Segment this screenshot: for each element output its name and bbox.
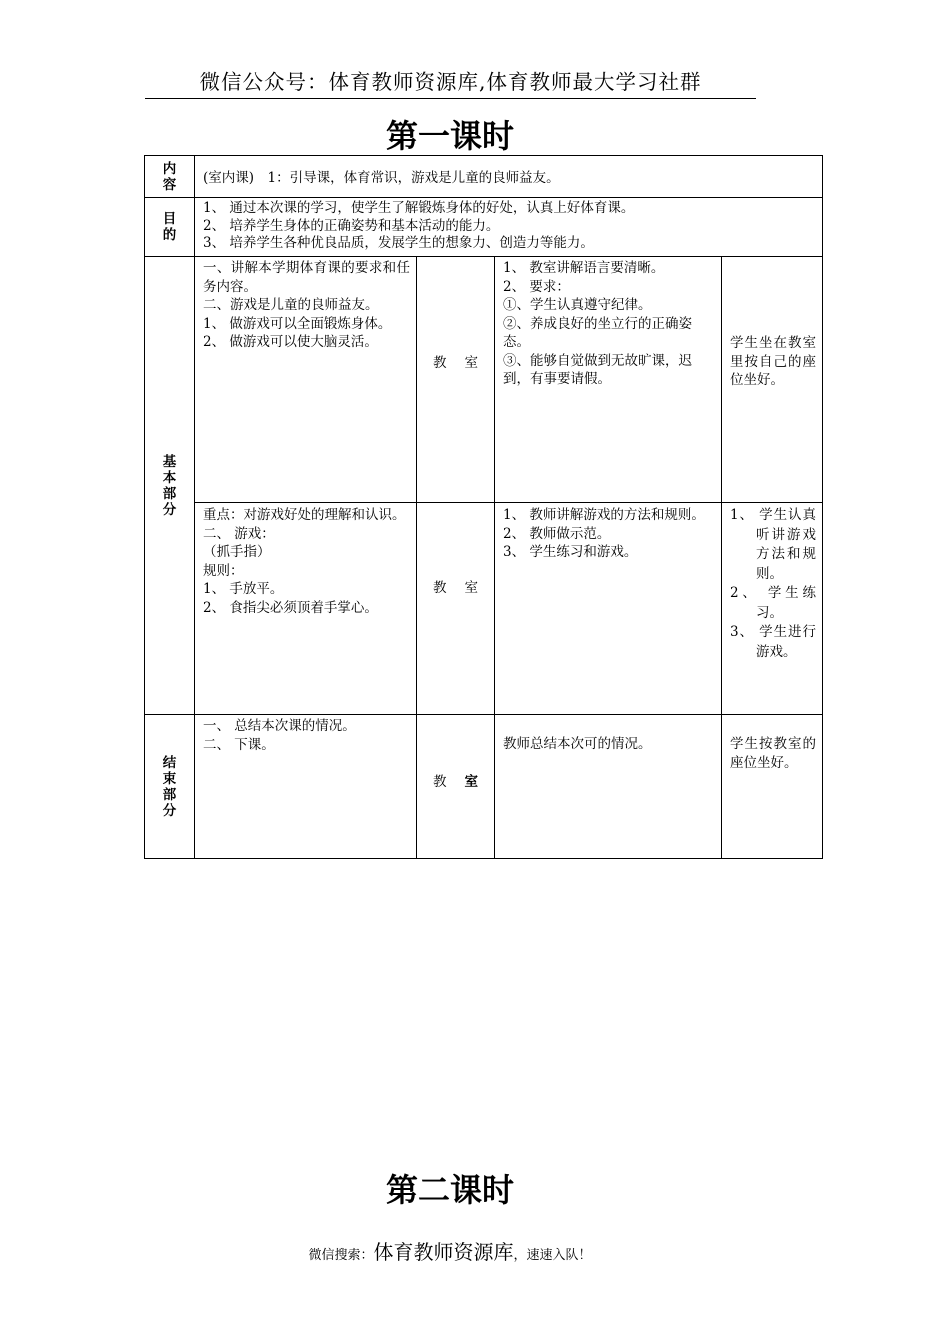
- lesson-plan-table: [144, 155, 823, 859]
- purpose-item: 1、 通过本次课的学习，使学生了解锻炼身体的好处，认真上好体育课。: [203, 200, 635, 216]
- ending-place: 教 室: [417, 715, 495, 859]
- basic-label: 基 本 部 分: [145, 257, 195, 715]
- basic2-place: 教 室: [417, 503, 495, 715]
- purpose-list: [195, 198, 823, 257]
- purpose-item: 3、 培养学生各种优良品质，发展学生的想象力、创造力等能力。: [203, 235, 594, 251]
- header-banner: 微信公众号：体育教师资源库,体育教师最大学习社群: [199, 70, 702, 94]
- content-row: [145, 156, 823, 198]
- basic1-student: 学生坐在教室里按自己的座位坐好。: [722, 257, 823, 503]
- content-text: (室内课) 1：引导课，体育常识，游戏是儿童的良师益友。: [195, 156, 823, 198]
- ending-row: [145, 715, 823, 859]
- purpose-row: [145, 198, 823, 257]
- basic2-student: 1、 学生认真听讲游戏方法和规则。 2、 学生练习。 3、 学生进行游戏。: [722, 503, 823, 715]
- ending-label: 结 束 部 分: [145, 715, 195, 859]
- basic1-content: 一、讲解本学期体育课的要求和任务内容。 二、游戏是儿童的良师益友。 1、 做游戏可以全面锻炼身体。 2、 做游戏可以使大脑灵活。: [195, 257, 417, 503]
- basic2-content: 重点：对游戏好处的理解和认识。 二、 游戏： （抓手指） 规则： 1、 手放平。 2、 食指尖必须顶着手掌心。: [195, 503, 417, 715]
- header-rule: [145, 98, 756, 99]
- purpose-label: 目 的: [145, 198, 195, 257]
- footer-suffix: ，速速入队！: [513, 1248, 592, 1263]
- footer-banner: [0, 1236, 900, 1265]
- basic-row-1: [145, 257, 823, 503]
- content-label: 内 容: [145, 156, 195, 198]
- footer-name: 体育教师资源库: [373, 1240, 514, 1264]
- basic-row-2: [145, 503, 823, 715]
- ending-student: 学生按教室的座位坐好。: [722, 715, 823, 859]
- basic1-teacher: 1、 教室讲解语言要清晰。 2、 要求： ①、学生认真遵守纪律。 ②、养成良好的坐立行的正确姿态。 ③、能够自觉做到无故旷课，迟到，有事要请假。: [495, 257, 722, 503]
- lesson2-title: 第二课时: [385, 1171, 514, 1209]
- footer-prefix: 微信搜索：: [308, 1248, 374, 1263]
- basic2-teacher: 1、 教师讲解游戏的方法和规则。 2、 教师做示范。 3、 学生练习和游戏。: [495, 503, 722, 715]
- basic1-place: 教 室: [417, 257, 495, 503]
- ending-content: 一、 总结本次课的情况。 二、 下课。: [195, 715, 417, 859]
- purpose-item: 2、 培养学生身体的正确姿势和基本活动的能力。: [203, 217, 500, 234]
- ending-teacher: 教师总结本次可的情况。: [495, 715, 722, 859]
- lesson1-title: 第一课时: [385, 117, 514, 155]
